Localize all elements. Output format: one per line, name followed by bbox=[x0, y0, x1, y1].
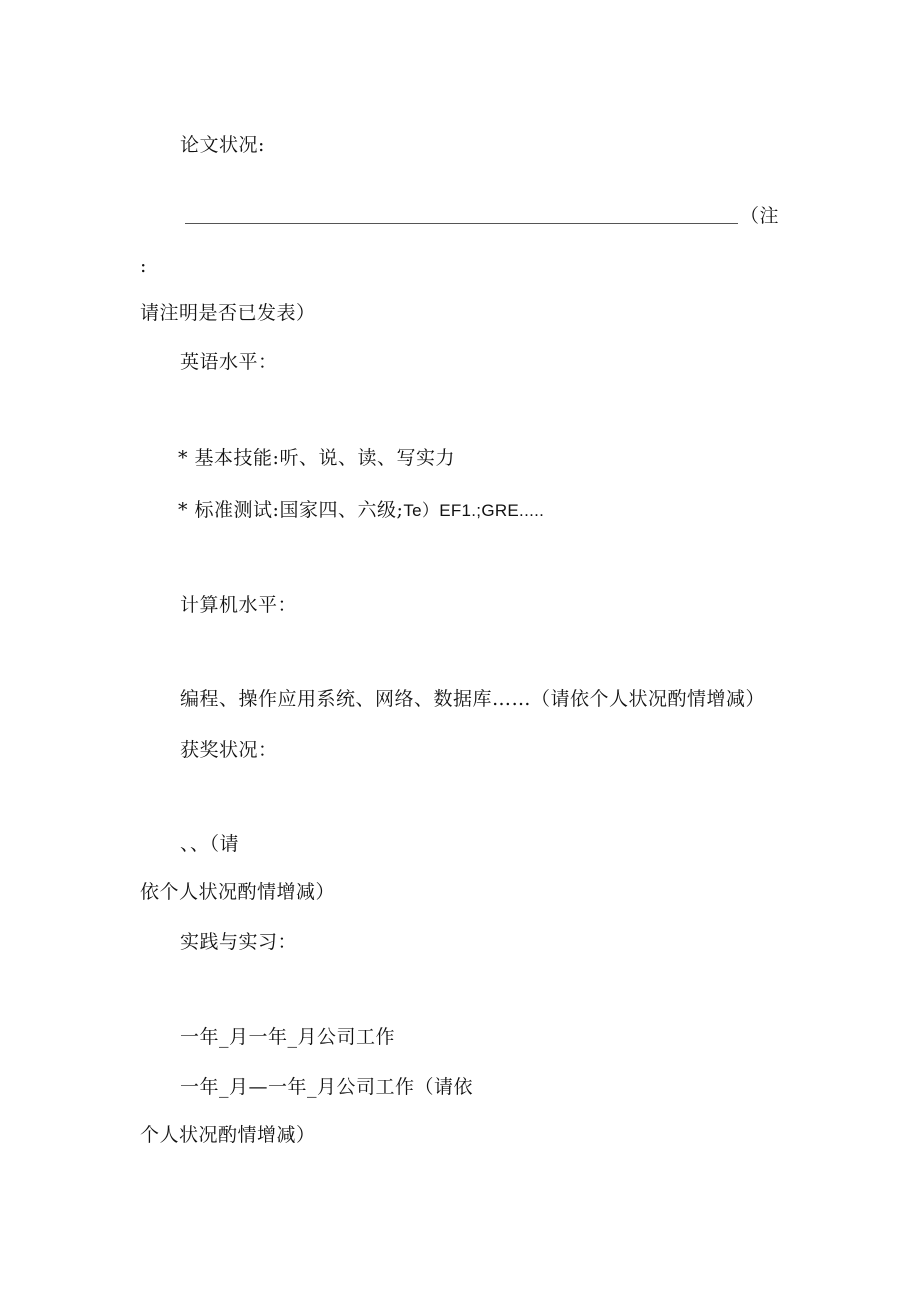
paper-note-colon: : bbox=[140, 255, 147, 277]
awards-heading: 获奖状况： bbox=[180, 739, 278, 761]
english-tests-chinese: * 标准测试:国家四、六级; bbox=[178, 499, 404, 521]
english-level-heading: 英语水平： bbox=[180, 351, 278, 373]
paper-status-heading: 论文状况: bbox=[180, 134, 265, 156]
practice-item: 一年_月—一年_月公司工作（请依 bbox=[180, 1076, 474, 1098]
awards-line: 、、（请 bbox=[180, 833, 240, 855]
paper-note-text: 请注明是否已发表） bbox=[140, 302, 316, 324]
english-basic-skills: * 基本技能:听、说、读、写实力 bbox=[178, 447, 455, 469]
paper-note-open: （注 bbox=[740, 205, 780, 227]
computer-level-heading: 计算机水平： bbox=[180, 594, 298, 616]
computer-skills-detail: 编程、操作应用系统、网络、数据库……（请依个人状况酌情增减） bbox=[180, 688, 766, 710]
awards-note: 依个人状况酌情增减） bbox=[140, 881, 336, 903]
practice-heading: 实践与实习： bbox=[180, 931, 298, 953]
practice-note: 个人状况酌情增减） bbox=[140, 1124, 316, 1146]
fill-in-blank-line bbox=[185, 223, 738, 224]
english-tests-latin: Te）EF1.;GRE..... bbox=[403, 501, 545, 520]
english-standard-tests bbox=[178, 498, 544, 523]
practice-item: 一年_月一年_月公司工作 bbox=[180, 1026, 396, 1048]
